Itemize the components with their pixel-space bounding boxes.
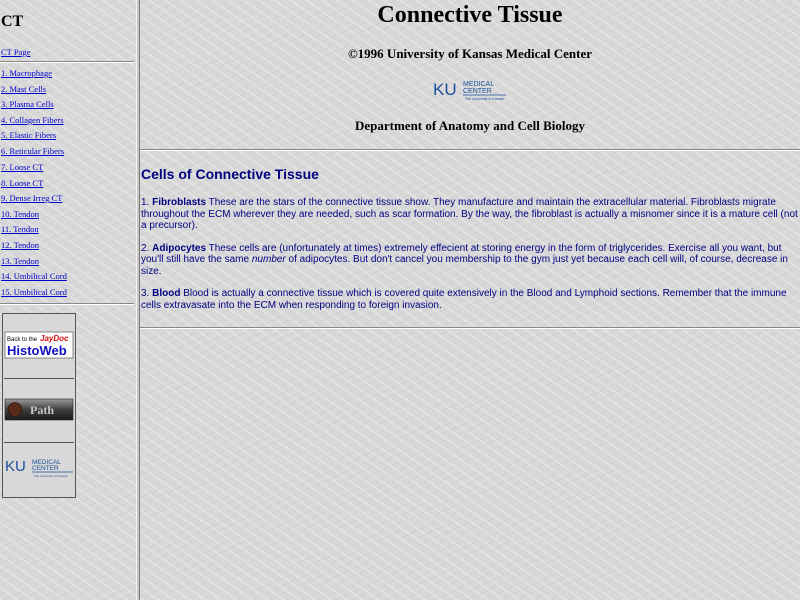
kumc-logo-tagline: The University of Kansas: [34, 474, 68, 478]
histoweb-logo-line1: Back to the: [7, 337, 38, 343]
item-description: These cells are (unfortunately at times) extremely effecient at storing energy in the form of triglycerides. Exercise all you want, but you'll still have the same: [141, 242, 782, 265]
sidebar-link[interactable]: 11. Tendon: [1, 224, 39, 234]
section-heading: Cells of Connective Tissue: [141, 166, 319, 182]
sidebar-link[interactable]: 3. Plasma Cells: [1, 99, 54, 109]
path-logo-icon: [8, 403, 22, 417]
sidebar-link[interactable]: 2. Mast Cells: [1, 84, 47, 94]
path-wordmark: Path: [30, 403, 54, 417]
cell-item-blood: [141, 288, 799, 311]
page-title: Connective Tissue: [377, 2, 563, 28]
sidebar-link[interactable]: 10. Tendon: [1, 209, 39, 219]
jaydoc-wordmark: JayDoc: [40, 334, 69, 343]
item-description: of adipocytes. But don't cancel you membership to the gym just yet because each cell will, of course, decrease in size.: [141, 254, 788, 277]
sidebar-logo-panel: [2, 313, 76, 498]
item-emphasis: number: [251, 254, 286, 265]
ku-logo-tagline: The University of Kansas: [465, 97, 504, 101]
item-term: Blood: [152, 288, 181, 299]
histoweb-wordmark: HistoWeb: [7, 343, 67, 358]
item-term: Fibroblasts: [152, 197, 207, 208]
sidebar-link[interactable]: 1. Macrophage: [1, 68, 52, 78]
sidebar-link[interactable]: 13. Tendon: [1, 256, 39, 266]
ku-medical-center-logo[interactable]: [433, 78, 507, 102]
sidebar-link[interactable]: 5. Elastic Fibers: [1, 130, 57, 140]
sidebar-link[interactable]: 8. Loose CT: [1, 178, 44, 188]
ku-logo-letters: KU: [433, 80, 457, 99]
department-name: Department of Anatomy and Cell Biology: [354, 118, 586, 133]
histoweb-logo[interactable]: [4, 314, 74, 376]
kumc-logo-ku: KU: [5, 458, 26, 475]
cell-item-fibroblasts: [141, 197, 799, 232]
sidebar-divider: [0, 303, 134, 305]
path-logo[interactable]: [4, 378, 74, 441]
sidebar-link-ct-page[interactable]: CT Page: [1, 47, 31, 57]
kumc-logo-center: CENTER: [32, 465, 59, 472]
item-number: 1.: [141, 197, 150, 208]
sidebar-link[interactable]: 14. Umbilical Cord: [1, 271, 67, 281]
sidebar-link[interactable]: 7. Loose CT: [1, 162, 44, 172]
header-divider: [140, 149, 800, 151]
item-term: Adipocytes: [152, 242, 207, 254]
sidebar-link[interactable]: 9. Dense Irreg CT: [1, 193, 63, 203]
item-number: 2.: [141, 242, 150, 254]
ku-logo-center: CENTER: [463, 88, 492, 95]
copyright-line: ©1996 University of Kansas Medical Center: [347, 46, 593, 61]
cell-item-adipocytes: [141, 243, 799, 278]
sidebar-link[interactable]: 6. Reticular Fibers: [1, 146, 65, 156]
kumc-logo[interactable]: [4, 442, 74, 505]
sidebar-link[interactable]: 12. Tendon: [1, 240, 39, 250]
kumc-logo-medical: MEDICAL: [32, 459, 61, 466]
item-description: These are the stars of the connective tissue show. They manufacture and maintain the extracellular material. Fibroblasts migrate throughout the ECM wherever they are needed, such as scar formation. By the way, the fibroblast is actually a misnomer since it is a mature cell (not a precursor).: [141, 197, 798, 231]
sidebar-title: CT: [1, 13, 24, 30]
sidebar-divider: [0, 61, 134, 63]
ku-logo-medical: MEDICAL: [463, 81, 495, 88]
content-body: [141, 166, 799, 322]
content-divider: [140, 327, 800, 329]
main-content: [140, 0, 800, 600]
sidebar-link[interactable]: 15. Umbilical Cord: [1, 287, 67, 297]
sidebar: [0, 0, 136, 600]
item-description: Blood is actually a connective tissue which is covered quite extensively in the Blood and Lymphoid sections. Remember that the immune cells extravasate into the ECM when responding to foreign invasion.: [141, 288, 787, 311]
item-number: 3.: [141, 288, 150, 299]
sidebar-link[interactable]: 4. Collagen Fibers: [1, 115, 64, 125]
